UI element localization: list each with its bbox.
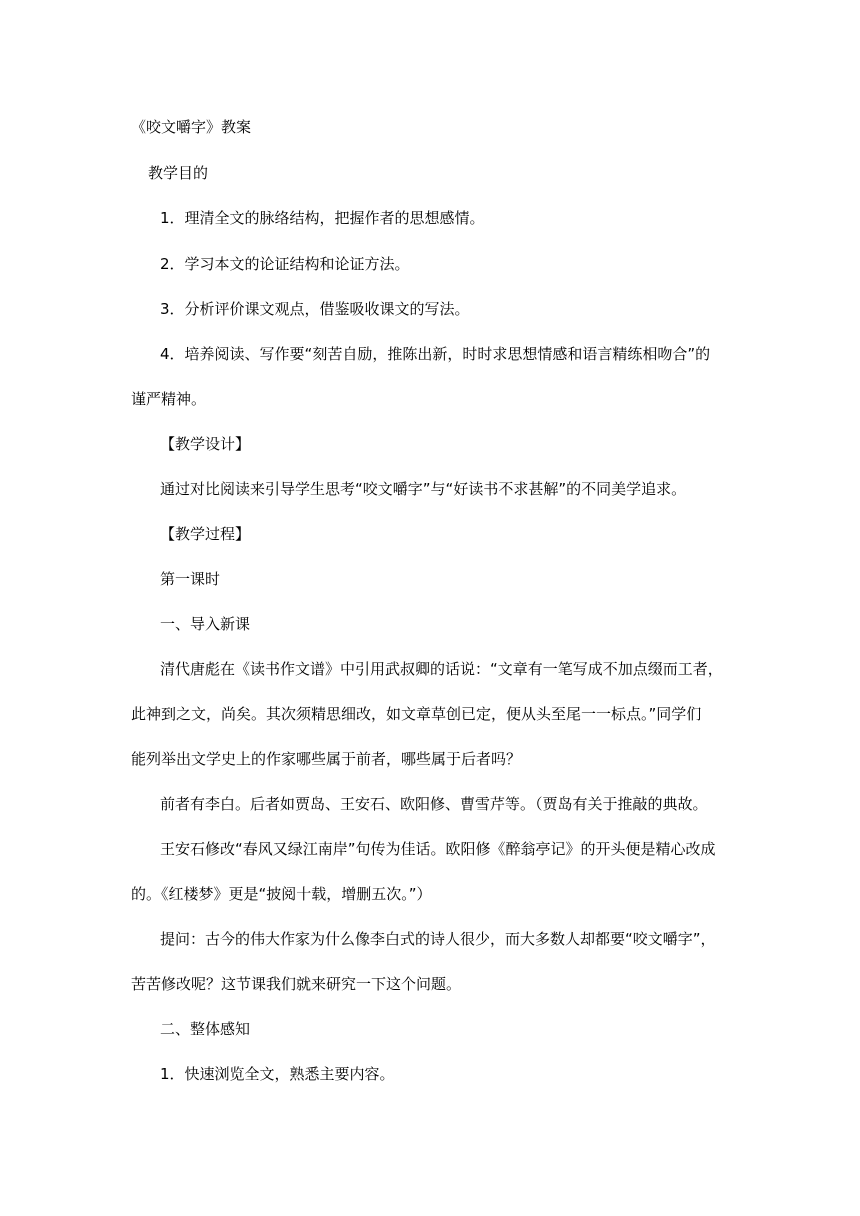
- section-one-paragraph-line-1: 清代唐彪在《读书作文谱》中引用武叔卿的话说：“文章有一笔写成不加点缀而工者，: [160, 660, 723, 678]
- answer-paragraph-line-1: 前者有李白。后者如贾岛、王安石、欧阳修、曹雪芹等。（贾岛有关于推敲的典故。: [160, 795, 708, 813]
- document-title: 《咬文嚼字》教案: [131, 118, 252, 136]
- lesson-one-heading: 第一课时: [160, 570, 221, 588]
- objective-item-4: 4．培养阅读、写作要“刻苦自励，推陈出新，时时求思想情感和语言精练相吻合”的: [160, 345, 711, 363]
- section-one-heading: 一、导入新课: [160, 615, 251, 633]
- section-one-paragraph-line-2: 此神到之文，尚矣。其次须精思细改，如文章草创已定，便从头至尾一一标点。”同学们: [131, 705, 702, 723]
- section-two-item-1: 1．快速浏览全文，熟悉主要内容。: [160, 1065, 395, 1083]
- answer-paragraph-line-3: 的。《红楼梦》更是“披阅十载，增删五次。”）: [131, 885, 432, 903]
- answer-paragraph-line-2: 王安石修改“春风又绿江南岸”句传为佳话。欧阳修《醉翁亭记》的开头便是精心改成: [160, 840, 716, 858]
- section-one-paragraph-line-3: 能列举出文学史上的作家哪些属于前者，哪些属于后者吗？: [131, 750, 522, 768]
- objective-item-1: 1．理清全文的脉络结构，把握作者的思想感情。: [160, 209, 485, 227]
- objectives-heading: 教学目的: [148, 164, 209, 182]
- objective-item-4-continued: 谨严精神。: [131, 390, 207, 408]
- teaching-process-heading: 【教学过程】: [160, 525, 251, 543]
- section-two-heading: 二、整体感知: [160, 1020, 251, 1038]
- teaching-design-text: 通过对比阅读来引导学生思考“咬文嚼字”与“好读书不求甚解”的不同美学追求。: [160, 480, 687, 498]
- teaching-design-heading: 【教学设计】: [160, 435, 251, 453]
- question-paragraph-line-1: 提问：古今的伟大作家为什么像李白式的诗人很少，而大多数人却都要“咬文嚼字”，: [160, 930, 716, 948]
- question-paragraph-line-2: 苦苦修改呢？这节课我们就来研究一下这个问题。: [131, 975, 462, 993]
- objective-item-3: 3．分析评价课文观点，借鉴吸收课文的写法。: [160, 300, 470, 318]
- objective-item-2: 2．学习本文的论证结构和论证方法。: [160, 255, 410, 273]
